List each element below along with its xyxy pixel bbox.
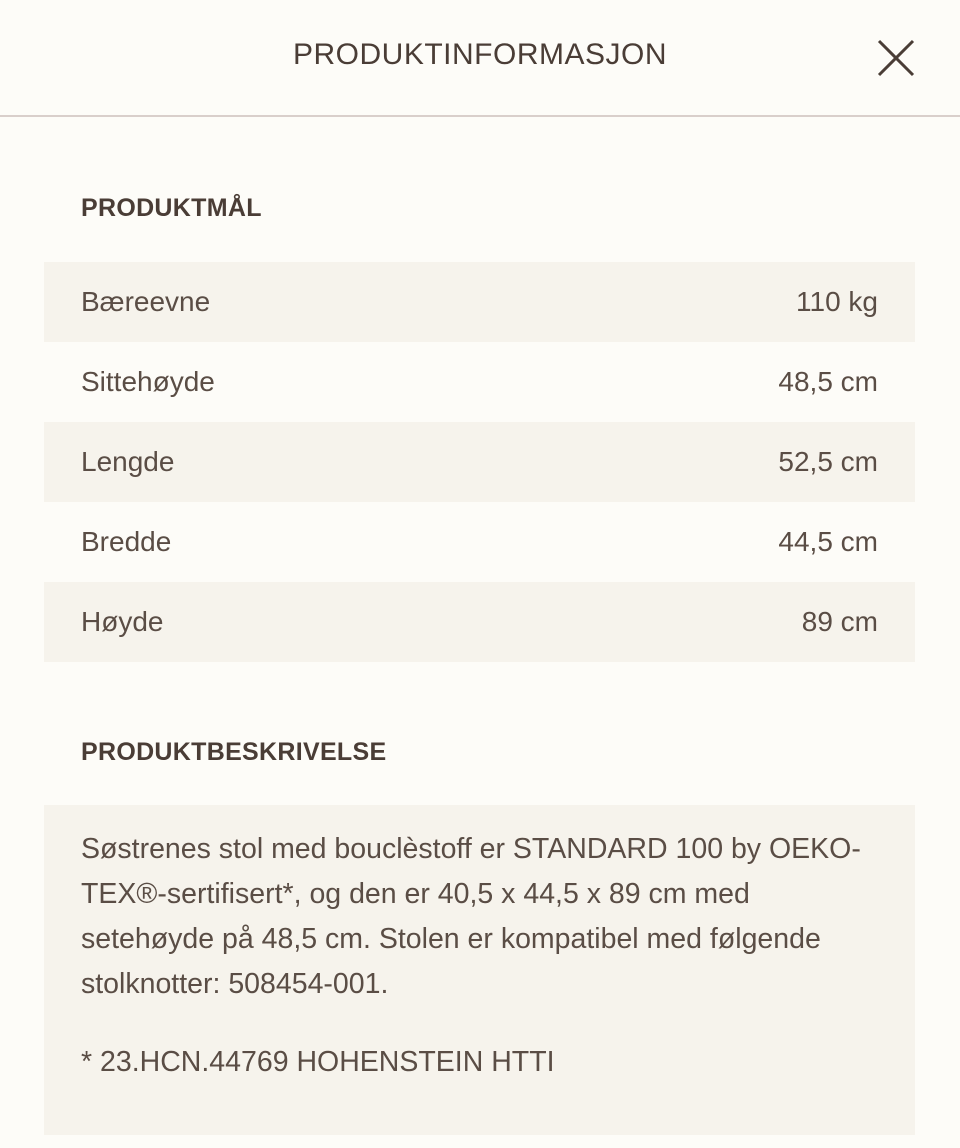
- dimension-value: 89 cm: [801, 606, 878, 637]
- dimension-row: [44, 262, 915, 342]
- dimension-row: [44, 342, 915, 422]
- dimensions-heading: PRODUKTMÅL: [81, 194, 262, 222]
- panel-title: PRODUKTINFORMASJON: [292, 38, 667, 71]
- description-box: [44, 805, 915, 1135]
- description-text: Søstrenes stol med bouclèstoff er STANDARD 100 by OEKO-TEX®-sertifisert*, og den er 40,5 x 44,5 x 89 cm med setehøyde på 48,5 cm. Stolen er kompatibel med følgende stolknotter: 508454-001.: [81, 833, 861, 1000]
- dimension-row: [44, 582, 915, 662]
- description-heading: PRODUKTBESKRIVELSE: [81, 738, 387, 766]
- dimension-value: 110 kg: [796, 286, 878, 317]
- dimension-value: 48,5 cm: [778, 366, 878, 397]
- description-footnote: * 23.HCN.44769 HOHENSTEIN HTTI: [81, 1046, 555, 1078]
- close-icon: [874, 36, 918, 80]
- dimension-row: [44, 502, 915, 582]
- dimension-value: 44,5 cm: [778, 526, 878, 557]
- dimension-label: Høyde: [81, 606, 164, 637]
- panel-header: [0, 0, 960, 117]
- dimension-label: Lengde: [81, 446, 175, 477]
- close-button[interactable]: [874, 36, 918, 80]
- dimension-label: Sittehøyde: [81, 366, 215, 397]
- dimension-value: 52,5 cm: [778, 446, 878, 477]
- dimensions-table: [44, 262, 915, 662]
- dimension-label: Bæreevne: [81, 286, 211, 317]
- dimension-label: Bredde: [81, 526, 172, 557]
- dimension-row: [44, 422, 915, 502]
